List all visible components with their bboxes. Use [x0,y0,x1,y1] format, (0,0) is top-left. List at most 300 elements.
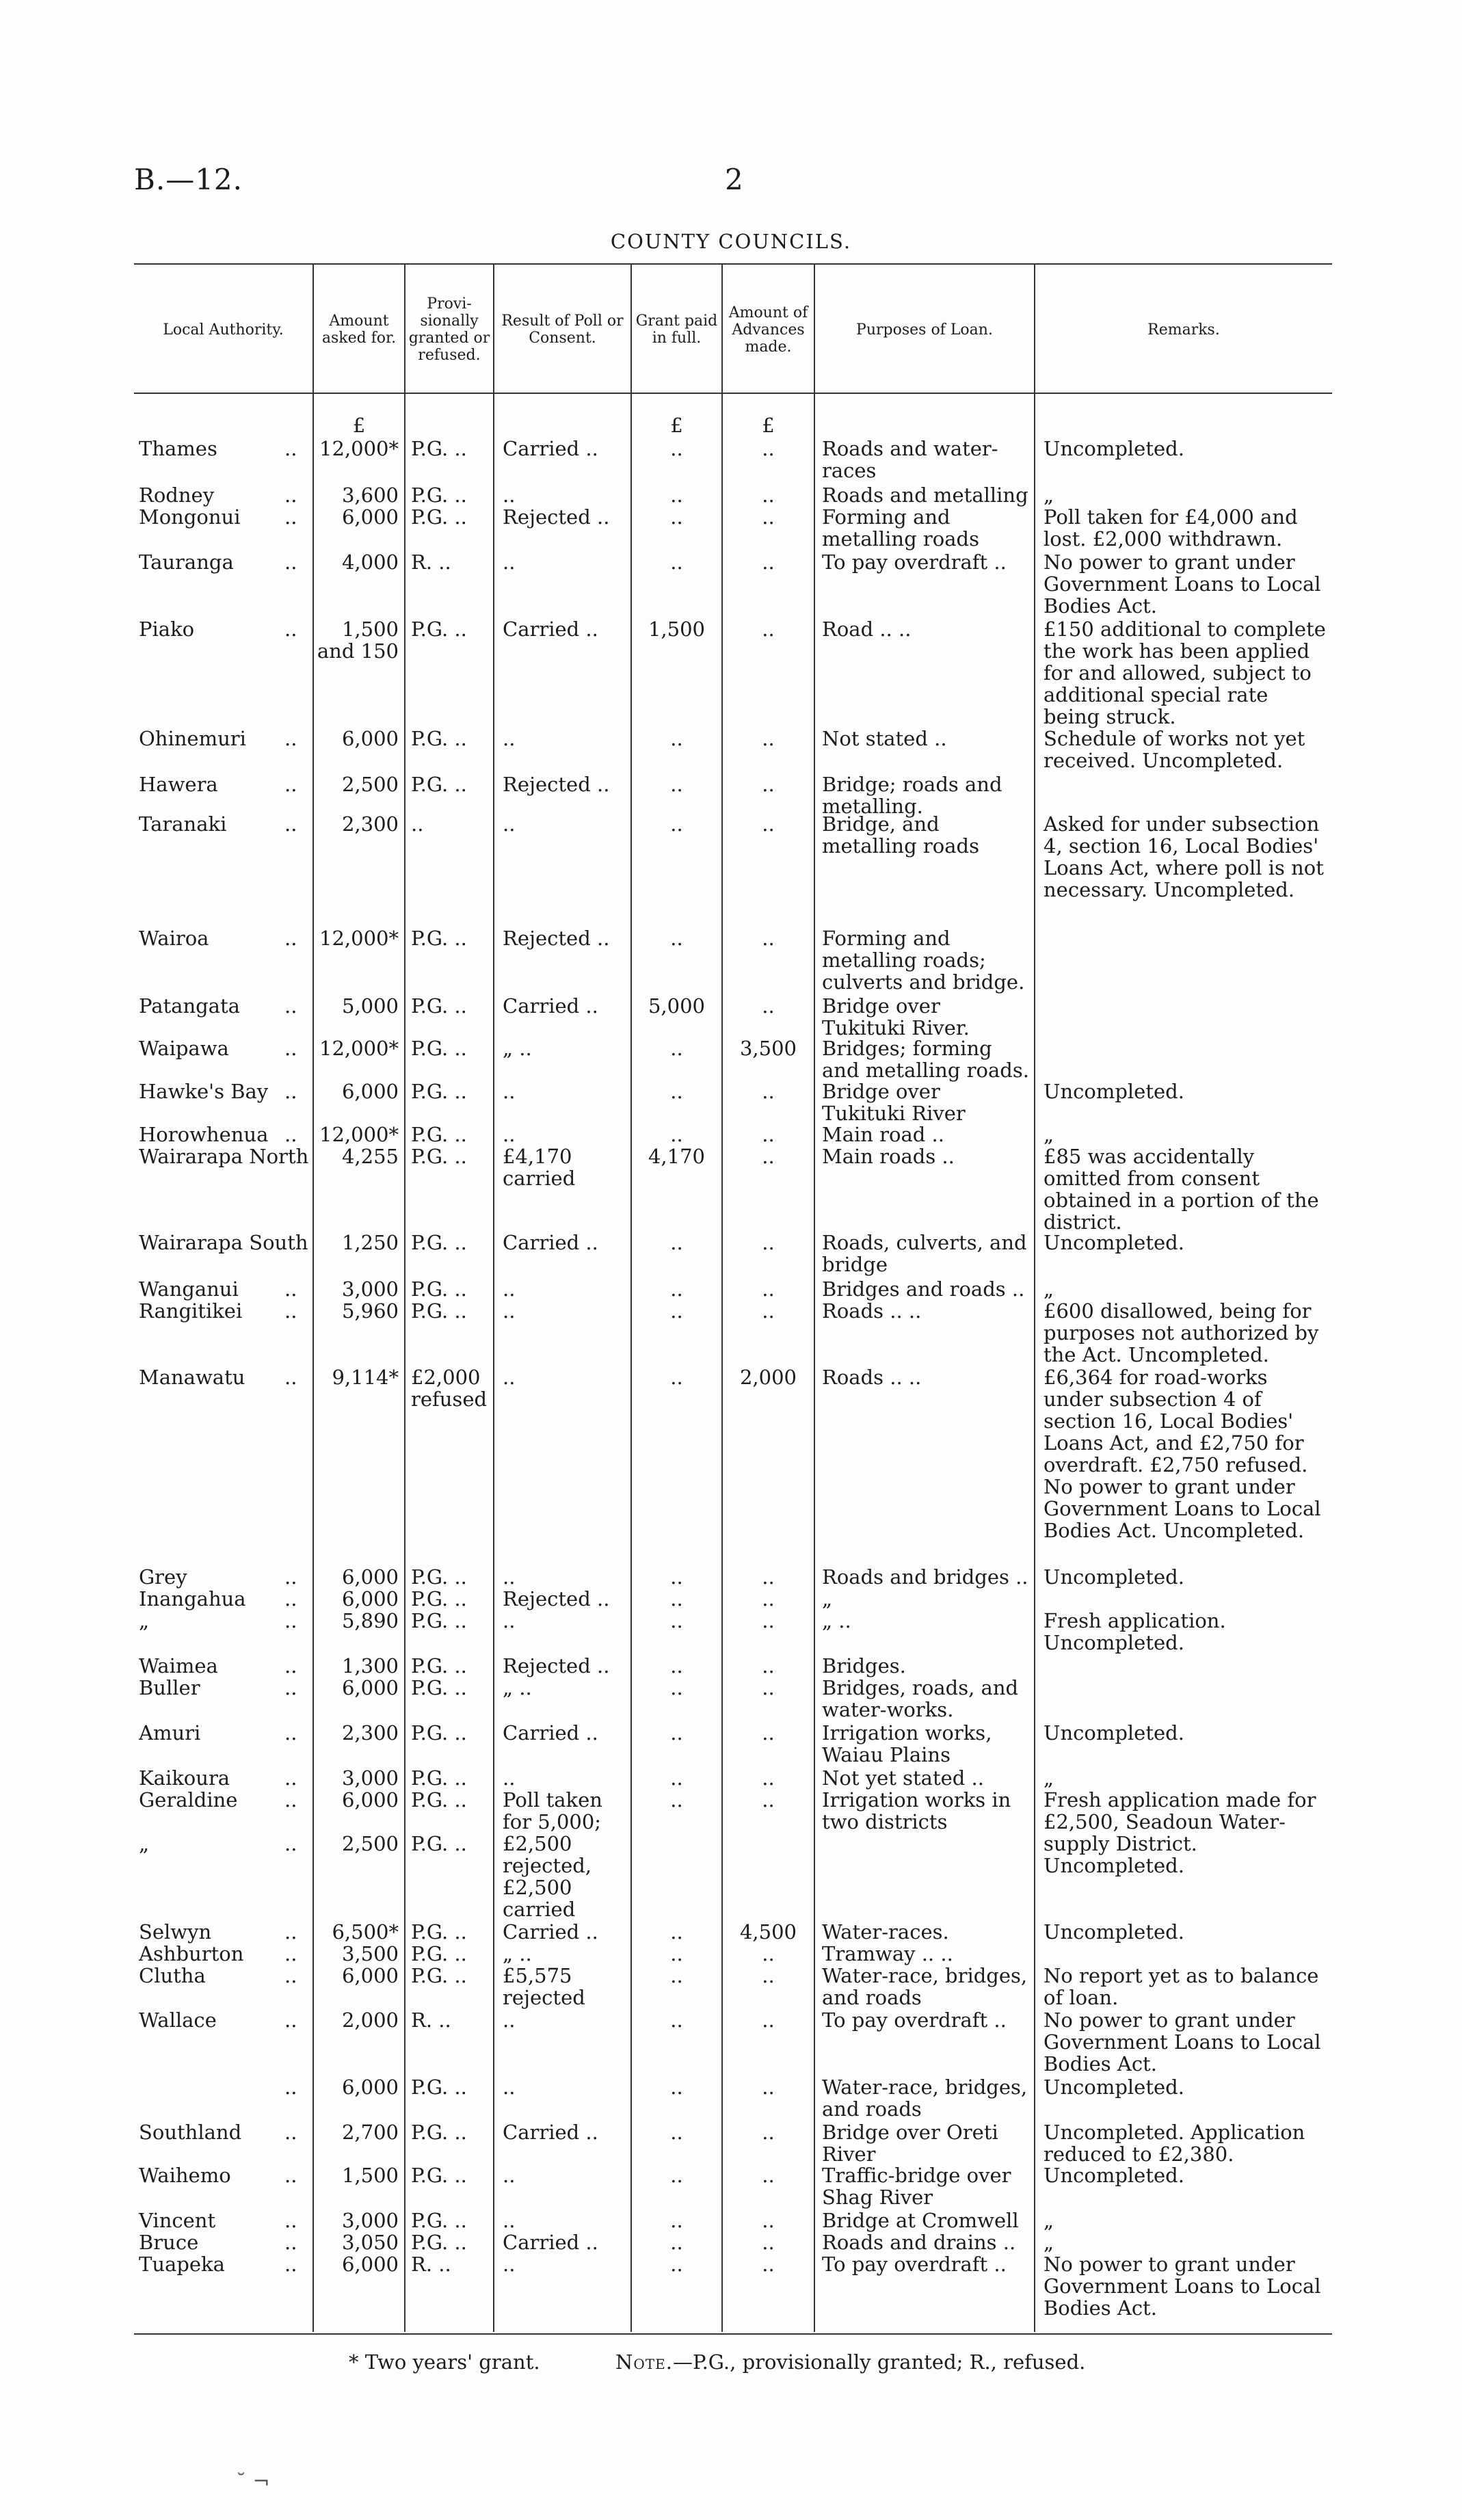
row-result: .. [503,2253,516,2276]
row-advances: .. [762,727,775,750]
row-authority: Amuri [139,1721,201,1745]
row-grant: .. [670,2164,683,2187]
row-advances: .. [762,1080,775,1103]
row-amount: 3,000 [341,1277,399,1301]
row-advances: 4,500 [739,1920,797,1944]
row-provisional: P.G. .. [411,1942,467,1965]
row-result: Rejected .. [503,927,610,950]
row-remarks: Uncompleted. [1044,2164,1184,2187]
row-amount: 12,000* [319,927,399,950]
row-dots: .. [284,1277,297,1301]
row-provisional: R. .. [411,551,451,574]
row-purpose: Bridge; roads and metalling. [822,773,1002,818]
row-remarks: No power to grant under Government Loans to Local Bodies Act. [1044,2253,1321,2320]
row-dots: .. [284,1942,297,1965]
row-purpose: Road .. .. [822,618,912,641]
row-remarks: Poll taken for £4,000 and lost. £2,000 withdrawn. [1044,505,1298,551]
row-result: Carried .. [503,1920,598,1944]
row-purpose: Water-race, bridges, and roads [822,1964,1028,2009]
column-divider [493,265,494,2332]
row-amount: 2,500 [341,1832,399,1855]
row-provisional: P.G. .. [411,437,467,460]
row-amount: 5,000 [341,994,399,1018]
row-provisional: P.G. .. [411,1766,467,1790]
row-authority: Kaikoura [139,1766,230,1790]
row-amount: 1,500 and 150 [317,618,399,663]
row-amount: 3,500 [341,1942,399,1965]
row-amount: 9,114* [332,1366,399,1389]
row-dots: .. [284,2121,297,2144]
row-amount: 4,000 [341,551,399,574]
row-dots: .. [284,1788,297,1812]
row-amount: 6,000 [341,1565,399,1589]
row-purpose: Water-races. [822,1920,949,1944]
row-dots: .. [284,1565,297,1589]
row-grant: .. [670,1366,683,1389]
row-provisional: P.G. .. [411,727,467,750]
row-dots: .. [284,1721,297,1745]
row-authority: Geraldine [139,1788,238,1812]
row-provisional: P.G. .. [411,1964,467,1987]
row-result: .. [503,2075,516,2099]
row-amount: 6,000 [341,1964,399,1987]
row-dots: .. [284,618,297,641]
row-grant: .. [670,1587,683,1610]
row-remarks: Uncompleted. [1044,1565,1184,1589]
row-result: .. [503,551,516,574]
row-authority: Ashburton [139,1942,244,1965]
stray-mark: ˘ ¬ [236,2470,270,2494]
row-remarks: Uncompleted. Application reduced to £2,380. [1044,2121,1305,2166]
row-authority: Rodney [139,483,215,507]
row-authority: Hawera [139,773,218,796]
row-remarks: Fresh application. Uncompleted. [1044,1609,1226,1654]
row-purpose: Irrigation works, Waiau Plains [822,1721,992,1766]
row-authority: Selwyn [139,1920,212,1944]
row-grant: .. [670,1964,683,1987]
row-amount: 2,500 [341,773,399,796]
row-authority: Waimea [139,1654,218,1677]
column-divider [1034,265,1035,2332]
row-grant: .. [670,727,683,750]
row-result: Carried .. [503,1721,598,1745]
row-amount: 6,000 [341,1587,399,1610]
row-dots: .. [284,812,297,836]
row-authority: Thames [139,437,217,460]
row-purpose: Bridges. [822,1654,906,1677]
row-dots: .. [284,2164,297,2187]
row-amount: 6,000 [341,2253,399,2276]
row-purpose: Irrigation works in two districts [822,1788,1011,1833]
row-result: .. [503,1277,516,1301]
row-result: .. [503,1766,516,1790]
row-amount: 3,000 [341,1766,399,1790]
row-advances: .. [762,2209,775,2232]
row-provisional: R. .. [411,2008,451,2032]
page-number: 2 [725,163,743,196]
row-dots: .. [284,1587,297,1610]
row-result: Carried .. [503,437,598,460]
row-dots: .. [284,551,297,574]
row-remarks: Asked for under subsection 4, section 16, Local Bodies' Loans Act, where poll is not necessary. Uncompleted. [1044,812,1324,901]
row-grant: .. [670,812,683,836]
row-provisional: £2,000 refused [411,1366,488,1411]
row-authority: Manawatu [139,1366,245,1389]
row-result: .. [503,1080,516,1103]
row-dots: .. [284,1676,297,1699]
row-provisional: .. [411,812,424,836]
row-advances: .. [762,773,775,796]
row-grant: .. [670,927,683,950]
row-dots: .. [284,1609,297,1632]
row-grant: 5,000 [648,994,706,1018]
row-result: .. [503,812,516,836]
col-head-amount: Amount asked for. [321,313,397,347]
row-advances: .. [762,483,775,507]
row-authority: Waipawa [139,1037,229,1060]
col-head-authority: Local Authority. [163,321,284,339]
row-amount: 2,300 [341,812,399,836]
row-purpose: Roads and drains .. [822,2231,1016,2254]
row-dots: .. [284,1080,297,1103]
row-purpose: Roads, culverts, and bridge [822,1231,1027,1276]
row-grant: .. [670,2121,683,2144]
row-result: Poll taken for 5,000; £2,500 rejected, £2,500 carried [503,1788,602,1921]
row-advances: 3,500 [739,1037,797,1060]
row-purpose: „ .. [822,1609,851,1632]
row-amount: 1,250 [341,1231,399,1254]
row-provisional: P.G. .. [411,1080,467,1103]
row-grant: .. [670,773,683,796]
row-grant: .. [670,1920,683,1944]
row-amount: 12,000* [319,1123,399,1146]
row-grant: 4,170 [648,1145,706,1168]
row-advances: .. [762,1788,775,1812]
row-result: „ .. [503,1942,532,1965]
row-purpose: Bridges; forming and metalling roads. [822,1037,1029,1082]
row-grant: .. [670,1231,683,1254]
row-advances: .. [762,2231,775,2254]
row-result: Carried .. [503,2231,598,2254]
row-grant: .. [670,505,683,529]
row-authority: Clutha [139,1964,206,1987]
row-advances: .. [762,437,775,460]
row-dots: .. [284,1832,297,1855]
row-purpose: Bridge over Oreti River [822,2121,998,2166]
row-authority: Tuapeka [139,2253,225,2276]
row-amount: 6,000 [341,2075,399,2099]
row-grant: .. [670,551,683,574]
row-grant: .. [670,1080,683,1103]
row-remarks: Schedule of works not yet received. Uncompleted. [1044,727,1305,772]
row-purpose: Water-race, bridges, and roads [822,2075,1028,2121]
row-authority: Inangahua [139,1587,246,1610]
row-dots: .. [284,1766,297,1790]
row-advances: .. [762,551,775,574]
row-grant: .. [670,1565,683,1589]
row-purpose: Forming and metalling roads; culverts and bridge. [822,927,1025,994]
row-remarks: £6,364 for road-works under subsection 4 of section 16, Local Bodies' Loans Act, and £2,750 for overdraft. £2,750 refused. No power to grant under Government Loans to Local Bodies Act. Uncompleted. [1044,1366,1321,1542]
row-grant: 1,500 [648,618,706,641]
row-advances: 2,000 [739,1366,797,1389]
row-dots: .. [284,1654,297,1677]
row-purpose: To pay overdraft .. [822,551,1007,574]
row-provisional: P.G. .. [411,1654,467,1677]
amount-unit: £ [352,414,366,437]
row-amount: 2,000 [341,2008,399,2032]
col-head-purpose: Purposes of Loan. [856,321,993,339]
row-purpose: To pay overdraft .. [822,2253,1007,2276]
row-advances: .. [762,1145,775,1168]
row-result: .. [503,1299,516,1323]
note-label: Note. [615,2350,673,2374]
row-amount: 3,000 [341,2209,399,2232]
row-grant: .. [670,1609,683,1632]
row-result: .. [503,1123,516,1146]
row-remarks: Uncompleted. [1044,437,1184,460]
row-remarks: „ [1044,1123,1054,1146]
row-provisional: P.G. .. [411,1721,467,1745]
row-provisional: P.G. .. [411,618,467,641]
row-provisional: P.G. .. [411,994,467,1018]
row-advances: .. [762,1766,775,1790]
row-grant: .. [670,2253,683,2276]
row-advances: .. [762,1942,775,1965]
row-grant: .. [670,1766,683,1790]
row-dots: .. [284,1920,297,1944]
row-amount: 12,000* [319,1037,399,1060]
row-authority: Wairoa [139,927,209,950]
row-remarks: „ [1044,1766,1054,1790]
row-grant: .. [670,1299,683,1323]
row-provisional: P.G. .. [411,1676,467,1699]
row-result: .. [503,2008,516,2032]
row-advances: .. [762,2121,775,2144]
row-amount: 6,000 [341,1788,399,1812]
row-dots: .. [284,2253,297,2276]
row-dots: .. [284,1123,297,1146]
column-divider [814,265,815,2332]
row-result: Carried .. [503,1231,598,1254]
row-result: .. [503,1565,516,1589]
page-ref: B.—12. [134,163,243,196]
row-dots: .. [284,2075,297,2099]
row-grant: .. [670,2231,683,2254]
col-head-provisional: Provi- sionally granted or refused. [408,295,490,364]
row-dots: .. [284,1366,297,1389]
note [615,2350,1085,2374]
row-advances: .. [762,2075,775,2099]
row-grant: .. [670,1123,683,1146]
row-purpose: Roads and bridges .. [822,1565,1028,1589]
row-authority: Piako [139,618,195,641]
row-authority: Tauranga [139,551,234,574]
row-result: Rejected .. [503,1654,610,1677]
row-remarks: No power to grant under Government Loans to Local Bodies Act. [1044,551,1321,618]
row-result: Carried .. [503,2121,598,2144]
row-advances: .. [762,812,775,836]
row-result: „ .. [503,1037,532,1060]
row-result: .. [503,727,516,750]
row-advances: .. [762,1721,775,1745]
row-authority: Taranaki [139,812,227,836]
section-title: COUNTY COUNCILS. [610,230,852,253]
col-head-grant: Grant paid in full. [635,313,718,347]
row-amount: 2,700 [341,2121,399,2144]
row-purpose: Main roads .. [822,1145,955,1168]
row-purpose: Roads .. .. [822,1299,922,1323]
row-purpose: „ [822,1587,833,1610]
row-grant: .. [670,2008,683,2032]
row-advances: .. [762,505,775,529]
row-amount: 1,300 [341,1654,399,1677]
row-result: „ .. [503,1676,532,1699]
table-bottom-rule [134,2333,1332,2335]
row-amount: 12,000* [319,437,399,460]
row-authority: „ [139,1609,150,1632]
row-amount: 5,890 [341,1609,399,1632]
row-authority: Bruce [139,2231,199,2254]
row-remarks: No report yet as to balance of loan. [1044,1964,1319,2009]
row-remarks: Uncompleted. [1044,1920,1184,1944]
row-amount: 3,050 [341,2231,399,2254]
row-provisional: P.G. .. [411,2164,467,2187]
row-purpose: Bridge over Tukituki River [822,1080,966,1125]
row-dots: .. [284,437,297,460]
row-remarks: Fresh application made for £2,500, Seadoun Water-supply District. Uncompleted. [1044,1788,1316,1877]
row-purpose: Tramway .. .. [822,1942,953,1965]
column-divider [313,265,314,2332]
row-advances: .. [762,2253,775,2276]
row-result: Rejected .. [503,505,610,529]
row-amount: 6,500* [332,1920,399,1944]
col-head-advances: Amount of Advances made. [728,304,808,356]
row-remarks: „ [1044,2209,1054,2232]
row-provisional: P.G. .. [411,1231,467,1254]
row-result: £5,575 rejected [503,1964,585,2009]
row-remarks: £150 additional to complete the work has been applied for and allowed, subject to additional special rate being struck. [1044,618,1326,728]
row-provisional: P.G. .. [411,1299,467,1323]
note-text: —P.G., provisionally granted; R., refused. [672,2350,1086,2374]
row-authority: Southland [139,2121,242,2144]
row-advances: .. [762,1609,775,1632]
row-provisional: P.G. .. [411,1123,467,1146]
row-advances: .. [762,1676,775,1699]
row-grant: .. [670,1676,683,1699]
row-amount: 1,500 [341,2164,399,2187]
row-remarks: Uncompleted. [1044,2075,1184,2099]
row-provisional: P.G. .. [411,1277,467,1301]
row-result: .. [503,483,516,507]
row-grant: .. [670,483,683,507]
row-provisional: P.G. .. [411,2209,467,2232]
row-advances: .. [762,994,775,1018]
row-authority: Wairarapa North [139,1145,309,1168]
row-dots: .. [284,927,297,950]
row-provisional: P.G. .. [411,1788,467,1812]
grant-unit: £ [670,414,683,437]
row-grant: .. [670,1654,683,1677]
row-dots: .. [284,727,297,750]
row-grant: .. [670,1788,683,1812]
row-authority: Grey [139,1565,187,1589]
row-dots: .. [284,1037,297,1060]
row-purpose: Main road .. [822,1123,944,1146]
row-purpose: Forming and metalling roads [822,505,979,551]
row-provisional: P.G. .. [411,1920,467,1944]
row-provisional: P.G. .. [411,2075,467,2099]
row-advances: .. [762,1123,775,1146]
row-provisional: P.G. .. [411,1565,467,1589]
row-provisional: P.G. .. [411,1832,467,1855]
row-provisional: P.G. .. [411,2231,467,2254]
row-advances: .. [762,1654,775,1677]
row-purpose: Bridges and roads .. [822,1277,1025,1301]
row-grant: .. [670,1037,683,1060]
row-amount: 6,000 [341,727,399,750]
row-grant: .. [670,1277,683,1301]
row-purpose: Not yet stated .. [822,1766,984,1790]
row-remarks: „ [1044,1277,1054,1301]
row-purpose: Not stated .. [822,727,947,750]
row-authority: „ [139,1832,150,1855]
row-amount: 2,300 [341,1721,399,1745]
row-provisional: P.G. .. [411,927,467,950]
row-dots: .. [284,2231,297,2254]
row-purpose: Bridge, and metalling roads [822,812,979,858]
row-authority: Hawke's Bay [139,1080,269,1103]
row-dots: .. [284,773,297,796]
row-authority: Wairarapa South [139,1231,308,1254]
row-amount: 3,600 [341,483,399,507]
row-purpose: Roads and water-races [822,437,998,482]
row-advances: .. [762,1587,775,1610]
row-remarks: Uncompleted. [1044,1080,1184,1103]
row-advances: .. [762,2164,775,2187]
row-authority: Mongonui [139,505,241,529]
footnote: * Two years' grant. [349,2350,540,2374]
row-result: Rejected .. [503,773,610,796]
row-amount: 6,000 [341,1080,399,1103]
row-result: £4,170 carried [503,1145,576,1190]
row-remarks: Uncompleted. [1044,1231,1184,1254]
row-amount: 6,000 [341,1676,399,1699]
row-grant: .. [670,1721,683,1745]
row-dots: .. [284,2008,297,2032]
row-authority: Wallace [139,2008,217,2032]
row-result: .. [503,2164,516,2187]
row-authority: Vincent [139,2209,216,2232]
row-provisional: P.G. .. [411,773,467,796]
row-purpose: To pay overdraft .. [822,2008,1007,2032]
row-purpose: Bridges, roads, and water-works. [822,1676,1019,1721]
row-remarks: £600 disallowed, being for purposes not authorized by the Act. Uncompleted. [1044,1299,1319,1366]
row-dots: .. [284,994,297,1018]
row-provisional: P.G. .. [411,505,467,529]
row-result: .. [503,1366,516,1389]
row-provisional: P.G. .. [411,1587,467,1610]
row-advances: .. [762,1277,775,1301]
row-provisional: P.G. .. [411,2121,467,2144]
row-remarks: Uncompleted. [1044,1721,1184,1745]
row-authority: Patangata [139,994,240,1018]
row-advances: .. [762,1231,775,1254]
row-purpose: Bridge over Tukituki River. [822,994,970,1039]
row-amount: 5,960 [341,1299,399,1323]
row-result: Carried .. [503,994,598,1018]
row-provisional: P.G. .. [411,1145,467,1168]
row-provisional: P.G. .. [411,483,467,507]
